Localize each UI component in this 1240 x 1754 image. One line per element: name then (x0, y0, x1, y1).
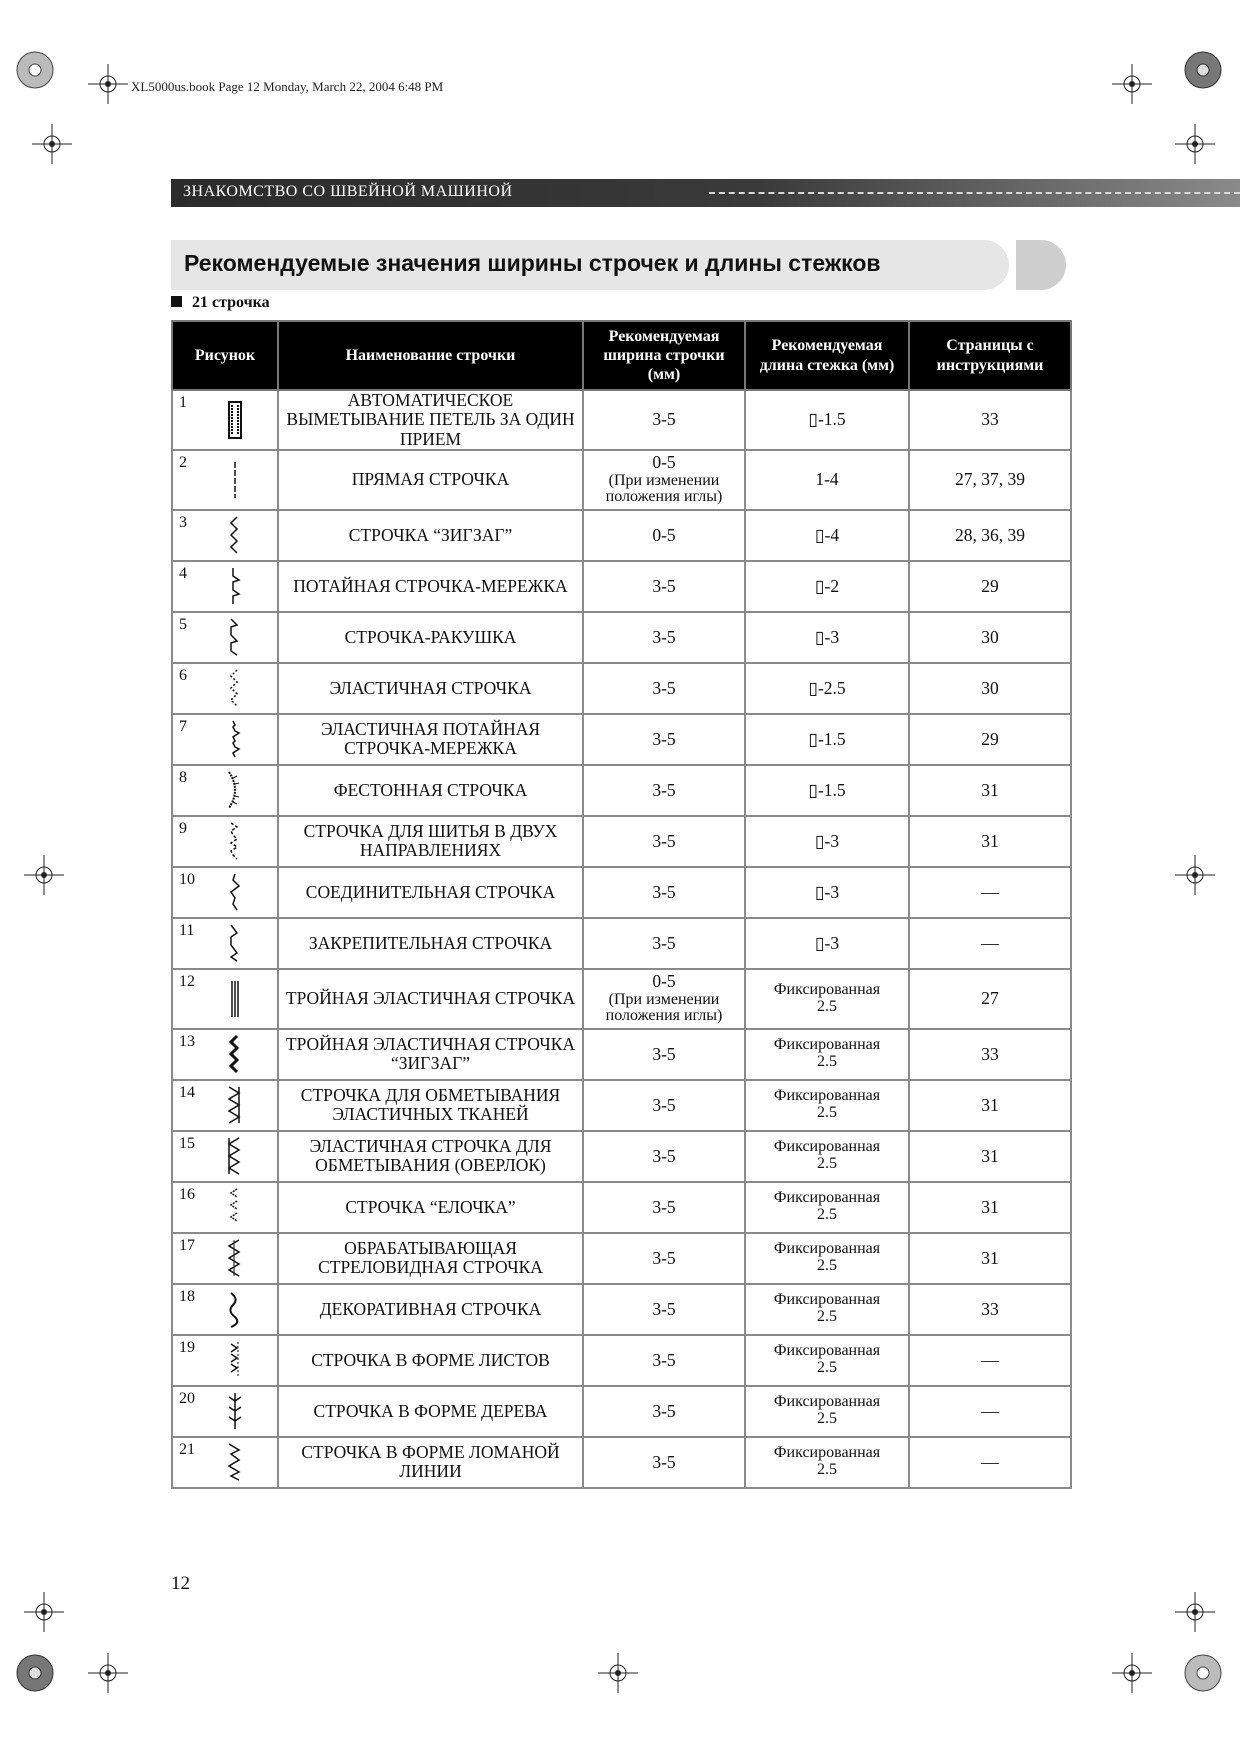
stitch-name: СТРОЧКА “ЗИГЗАГ” (278, 510, 583, 561)
stitch-length: ▯-1.5 (808, 409, 846, 430)
book-info: XL5000us.book Page 12 Monday, March 22, 2004 6:48 PM (131, 79, 444, 94)
stitch-number: 14 (179, 1083, 195, 1101)
crosshair-mark-bottom-right (1112, 1653, 1152, 1693)
stitch-length-label: Фиксированная (773, 1189, 881, 1207)
stitch-width-note: (При изменении положения иглы) (605, 990, 723, 1025)
stitch-width-cell (583, 1284, 745, 1335)
stitch-picture-cell (172, 561, 278, 612)
table-row (172, 510, 1071, 561)
elastic-blind-hem-stitch-icon (223, 719, 247, 759)
crosshair-mark-right-bottom (1175, 1592, 1215, 1632)
stitch-width-cell (583, 714, 745, 765)
stitch-width: 3-5 (652, 830, 676, 851)
stitch-length-cell (745, 714, 909, 765)
triple-zigzag-stitch-icon (223, 1034, 247, 1074)
stitch-number: 20 (179, 1389, 195, 1407)
stitch-width: 3-5 (652, 779, 676, 800)
blind-hem-stitch-icon (223, 566, 247, 606)
stitch-length: 2.5 (817, 1359, 837, 1377)
stitch-pages: 31 (909, 1182, 1071, 1233)
scallop-stitch-icon (223, 770, 247, 810)
table-row (172, 714, 1071, 765)
stitch-width-cell (583, 1335, 745, 1386)
stitch-number: 8 (179, 768, 187, 786)
stitch-length-cell (745, 1131, 909, 1182)
table-row (172, 561, 1071, 612)
table-row (172, 918, 1071, 969)
stitch-name: СТРОЧКА-РАКУШКА (278, 612, 583, 663)
stitch-length: ▯-4 (814, 524, 840, 545)
stitch-length-label: Фиксированная (773, 1087, 881, 1105)
stitch-length-cell (745, 1386, 909, 1437)
stitch-number: 12 (179, 972, 195, 990)
stitch-length: ▯-3 (814, 932, 840, 953)
stitch-length: 2.5 (817, 1053, 837, 1071)
stitch-width-cell (583, 612, 745, 663)
title-tab (1016, 240, 1066, 290)
crosshair-mark-left-middle (24, 855, 64, 895)
stitch-picture-cell (172, 1029, 278, 1080)
triple-stretch-stitch-icon (223, 979, 247, 1019)
stitch-length-cell (745, 1335, 909, 1386)
stitch-picture-cell (172, 1182, 278, 1233)
registration-mark-top-left (15, 50, 55, 90)
stitch-length: 2.5 (817, 1257, 837, 1275)
stitch-name: АВТОМАТИЧЕСКОЕ ВЫМЕТЫВАНИЕ ПЕТЕЛЬ ЗА ОДИН ПРИЕМ (278, 390, 583, 450)
stitch-number: 18 (179, 1287, 195, 1305)
stitch-picture-cell (172, 510, 278, 561)
stitch-width: 3-5 (652, 1349, 676, 1370)
stitch-width-cell (583, 969, 745, 1029)
section-header: ЗНАКОМСТВО СО ШВЕЙНОЙ МАШИНОЙ (183, 183, 513, 200)
stitch-width-note: (При изменении положения иглы) (605, 471, 723, 506)
stitch-table (171, 320, 1072, 1489)
stitch-picture-cell (172, 1437, 278, 1488)
stitch-length-cell (745, 612, 909, 663)
stitch-name: СТРОЧКА В ФОРМЕ ДЕРЕВА (278, 1386, 583, 1437)
crosshair-mark-top-right (1112, 64, 1152, 104)
stitch-length: 2.5 (817, 1155, 837, 1173)
stitch-name: СТРОЧКА В ФОРМЕ ЛИСТОВ (278, 1335, 583, 1386)
stitch-length: ▯-2.5 (808, 677, 846, 698)
stitch-number: 19 (179, 1338, 195, 1356)
table-row (172, 969, 1071, 1029)
stitch-number: 7 (179, 717, 187, 735)
subtitle (171, 294, 270, 312)
stitch-length: 2.5 (817, 1461, 837, 1479)
stretch-overlock-stitch-icon (223, 1085, 247, 1125)
stitch-width: 3-5 (652, 881, 676, 902)
stitch-width: 3-5 (652, 626, 676, 647)
stitch-picture-cell (172, 867, 278, 918)
stitch-picture-cell (172, 1335, 278, 1386)
stitch-length-cell (745, 1080, 909, 1131)
stitch-width: 3-5 (652, 1196, 676, 1217)
header-pages: Страницы с инструкциями (909, 321, 1071, 390)
stitch-pages: — (909, 1386, 1071, 1437)
stitch-number: 21 (179, 1440, 195, 1458)
stitch-length: ▯-3 (814, 881, 840, 902)
table-row (172, 1386, 1071, 1437)
two-direction-stitch-icon (223, 821, 247, 861)
stitch-length-label: Фиксированная (773, 1342, 881, 1360)
decorative-stitch-icon (223, 1289, 247, 1329)
stitch-pages: 31 (909, 765, 1071, 816)
stitch-name: СТРОЧКА ДЛЯ ОБМЕТЫВАНИЯ ЭЛАСТИЧНЫХ ТКАНЕЙ (278, 1080, 583, 1131)
stitch-picture-cell (172, 1131, 278, 1182)
overlock-stitch-icon (223, 1136, 247, 1176)
stitch-width-cell (583, 561, 745, 612)
buttonhole-stitch-icon (223, 400, 247, 440)
stitch-number: 13 (179, 1032, 195, 1050)
stitch-width: 3-5 (652, 1145, 676, 1166)
stitch-width-cell (583, 1437, 745, 1488)
table-row (172, 1284, 1071, 1335)
section-header-divider (709, 192, 1240, 194)
stitch-width-cell (583, 1182, 745, 1233)
stitch-length-label: Фиксированная (773, 980, 881, 998)
stitch-width-cell (583, 765, 745, 816)
table-row (172, 816, 1071, 867)
stitch-length-cell (745, 390, 909, 450)
stitch-name: ТРОЙНАЯ ЭЛАСТИЧНАЯ СТРОЧКА “ЗИГЗАГ” (278, 1029, 583, 1080)
stitch-picture-cell (172, 1080, 278, 1131)
stitch-picture-cell (172, 918, 278, 969)
stitch-pages: — (909, 1335, 1071, 1386)
stitch-width-cell (583, 1080, 745, 1131)
shell-tuck-stitch-icon (223, 617, 247, 657)
stitch-length-cell (745, 1182, 909, 1233)
stitch-length-cell (745, 510, 909, 561)
stitch-length-cell (745, 765, 909, 816)
stitch-length-label: Фиксированная (773, 1444, 881, 1462)
stitch-name: СТРОЧКА “ЕЛОЧКА” (278, 1182, 583, 1233)
stitch-length: ▯-2 (814, 575, 840, 596)
stitch-width: 0-5 (652, 971, 676, 992)
stitch-length-cell (745, 663, 909, 714)
stitch-length-cell (745, 918, 909, 969)
stitch-number: 16 (179, 1185, 195, 1203)
stitch-width-cell (583, 1029, 745, 1080)
stitch-length: ▯-3 (814, 626, 840, 647)
tree-stitch-icon (223, 1391, 247, 1431)
stitch-length-cell (745, 561, 909, 612)
stitch-name: ТРОЙНАЯ ЭЛАСТИЧНАЯ СТРОЧКА (278, 969, 583, 1029)
table-row (172, 1182, 1071, 1233)
header-picture: Рисунок (172, 321, 278, 390)
stitch-name: ЗАКРЕПИТЕЛЬНАЯ СТРОЧКА (278, 918, 583, 969)
stitch-width: 3-5 (652, 409, 676, 430)
stitch-pages: 29 (909, 714, 1071, 765)
stitch-length: 2.5 (817, 1206, 837, 1224)
stitch-picture-cell (172, 969, 278, 1029)
stitch-length-cell (745, 1437, 909, 1488)
stitch-number: 5 (179, 615, 187, 633)
stitch-picture-cell (172, 765, 278, 816)
stitch-picture-cell (172, 450, 278, 510)
page-number: 12 (171, 1573, 190, 1594)
stitch-width: 3-5 (652, 677, 676, 698)
stitch-length-cell (745, 816, 909, 867)
straight-stitch-icon (223, 460, 247, 500)
stitch-width-cell (583, 918, 745, 969)
stitch-name: ПОТАЙНАЯ СТРОЧКА-МЕРЕЖКА (278, 561, 583, 612)
title-banner (171, 240, 1071, 290)
registration-mark-top-right (1183, 50, 1223, 90)
stitch-name: ЭЛАСТИЧНАЯ СТРОЧКА (278, 663, 583, 714)
crosshair-mark-left-bottom (24, 1592, 64, 1632)
stitch-width: 3-5 (652, 1451, 676, 1472)
stitch-picture-cell (172, 816, 278, 867)
stitch-number: 4 (179, 564, 187, 582)
stitch-width: 3-5 (652, 575, 676, 596)
stitch-width: 3-5 (652, 1247, 676, 1268)
stitch-pages: 29 (909, 561, 1071, 612)
stitch-length-cell (745, 969, 909, 1029)
stitch-name: ФЕСТОННАЯ СТРОЧКА (278, 765, 583, 816)
joining-stitch-icon (223, 872, 247, 912)
bar-tack-stitch-icon (223, 923, 247, 963)
stitch-name: СОЕДИНИТЕЛЬНАЯ СТРОЧКА (278, 867, 583, 918)
stitch-width: 0-5 (652, 452, 676, 473)
stitch-name: ОБРАБАТЫВАЮЩАЯ СТРЕЛОВИДНАЯ СТРОЧКА (278, 1233, 583, 1284)
stitch-picture-cell (172, 714, 278, 765)
stitch-length-label: Фиксированная (773, 1291, 881, 1309)
stitch-name: СТРОЧКА В ФОРМЕ ЛОМАНОЙ ЛИНИИ (278, 1437, 583, 1488)
stitch-width-cell (583, 1233, 745, 1284)
table-row (172, 1335, 1071, 1386)
stitch-pages: 27, 37, 39 (909, 450, 1071, 510)
stitch-width-cell (583, 1386, 745, 1437)
stitch-name: ДЕКОРАТИВНАЯ СТРОЧКА (278, 1284, 583, 1335)
stitch-pages: 31 (909, 1080, 1071, 1131)
stitch-number: 10 (179, 870, 195, 888)
stitch-length: 1-4 (815, 469, 839, 490)
stitch-width-cell (583, 816, 745, 867)
stitch-width: 3-5 (652, 932, 676, 953)
stitch-number: 6 (179, 666, 187, 684)
stitch-pages: — (909, 918, 1071, 969)
stitch-picture-cell (172, 1284, 278, 1335)
stitch-number: 9 (179, 819, 187, 837)
page-title: Рекомендуемые значения ширины строчек и длины стежков (184, 250, 881, 276)
table-row (172, 1131, 1071, 1182)
stitch-length-label: Фиксированная (773, 1036, 881, 1054)
crosshair-mark-left-top (32, 124, 72, 164)
table-row (172, 612, 1071, 663)
stitch-picture-cell (172, 663, 278, 714)
table-row (172, 1437, 1071, 1488)
table-header-row (172, 321, 1071, 390)
stitch-length: 2.5 (817, 1104, 837, 1122)
table-row (172, 1233, 1071, 1284)
stitch-length-cell (745, 867, 909, 918)
crosshair-mark-top (88, 64, 128, 104)
header-width: Рекомендуемая ширина строчки (мм) (583, 321, 745, 390)
stitch-pages: — (909, 1437, 1071, 1488)
stitch-name: ЭЛАСТИЧНАЯ СТРОЧКА ДЛЯ ОБМЕТЫВАНИЯ (ОВЕРЛОК) (278, 1131, 583, 1182)
stitch-length-label: Фиксированная (773, 1393, 881, 1411)
registration-mark-bottom-left (15, 1653, 55, 1693)
stitch-width: 3-5 (652, 1298, 676, 1319)
stitch-length-label: Фиксированная (773, 1138, 881, 1156)
stitch-name: ПРЯМАЯ СТРОЧКА (278, 450, 583, 510)
stitch-width-cell (583, 1131, 745, 1182)
stitch-picture-cell (172, 612, 278, 663)
stitch-pages: 31 (909, 1131, 1071, 1182)
broken-line-stitch-icon (223, 1442, 247, 1482)
stitch-width-cell (583, 510, 745, 561)
stitch-pages: 31 (909, 816, 1071, 867)
table-row (172, 450, 1071, 510)
stitch-length: ▯-1.5 (808, 779, 846, 800)
stitch-pages: 33 (909, 1284, 1071, 1335)
bullet-square-icon (171, 296, 182, 307)
stitch-pages: 27 (909, 969, 1071, 1029)
header-name: Наименование строчки (278, 321, 583, 390)
stitch-number: 17 (179, 1236, 195, 1254)
stitch-length: ▯-1.5 (808, 728, 846, 749)
stitch-number: 3 (179, 513, 187, 531)
leaf-stitch-icon (223, 1340, 247, 1380)
crosshair-mark-bottom-left (88, 1653, 128, 1693)
table-row (172, 1029, 1071, 1080)
stitch-length-cell (745, 1284, 909, 1335)
feather-stitch-icon (223, 1187, 247, 1227)
stitch-number: 1 (179, 394, 187, 411)
registration-mark-bottom-right (1183, 1653, 1223, 1693)
stitch-pages: 30 (909, 612, 1071, 663)
stitch-name: ЭЛАСТИЧНАЯ ПОТАЙНАЯ СТРОЧКА-МЕРЕЖКА (278, 714, 583, 765)
stitch-length: ▯-3 (814, 830, 840, 851)
stitch-length-cell (745, 1029, 909, 1080)
crosshair-mark-bottom-center (598, 1653, 638, 1693)
stitch-width: 0-5 (652, 524, 676, 545)
stitch-width: 3-5 (652, 1094, 676, 1115)
stitch-width: 3-5 (652, 1400, 676, 1421)
table-row (172, 1080, 1071, 1131)
stitch-width-cell (583, 450, 745, 510)
stitch-width-cell (583, 663, 745, 714)
stitch-length: 2.5 (817, 1308, 837, 1326)
stitch-pages: 33 (909, 1029, 1071, 1080)
table-body (172, 390, 1071, 1488)
stitch-length: 2.5 (817, 997, 837, 1015)
stitch-picture-cell (172, 390, 278, 450)
stitch-pages: — (909, 867, 1071, 918)
stitch-length: 2.5 (817, 1410, 837, 1428)
stitch-number: 2 (179, 453, 187, 471)
stitch-length-label: Фиксированная (773, 1240, 881, 1258)
crosshair-mark-right-top (1175, 124, 1215, 164)
table-row (172, 390, 1071, 450)
elastic-stitch-icon (223, 668, 247, 708)
subtitle-text: 21 строчка (192, 294, 270, 311)
stitch-width-cell (583, 390, 745, 450)
stitch-pages: 30 (909, 663, 1071, 714)
stitch-width-cell (583, 867, 745, 918)
stitch-number: 15 (179, 1134, 195, 1152)
stitch-number: 11 (179, 921, 195, 939)
table-row (172, 867, 1071, 918)
stitch-width: 3-5 (652, 728, 676, 749)
crosshair-mark-right-middle (1175, 855, 1215, 895)
stitch-length-cell (745, 450, 909, 510)
stitch-picture-cell (172, 1233, 278, 1284)
stitch-length-cell (745, 1233, 909, 1284)
table-row (172, 663, 1071, 714)
section-header-bar (171, 179, 1240, 207)
zigzag-stitch-icon (223, 515, 247, 555)
stitch-name: СТРОЧКА ДЛЯ ШИТЬЯ В ДВУХ НАПРАВЛЕНИЯХ (278, 816, 583, 867)
stitch-pages: 28, 36, 39 (909, 510, 1071, 561)
stitch-pages: 31 (909, 1233, 1071, 1284)
arrow-overcast-stitch-icon (223, 1238, 247, 1278)
stitch-width: 3-5 (652, 1043, 676, 1064)
stitch-pages: 33 (909, 390, 1071, 450)
stitch-picture-cell (172, 1386, 278, 1437)
header-length: Рекомендуемая длина стежка (мм) (745, 321, 909, 390)
table-row (172, 765, 1071, 816)
